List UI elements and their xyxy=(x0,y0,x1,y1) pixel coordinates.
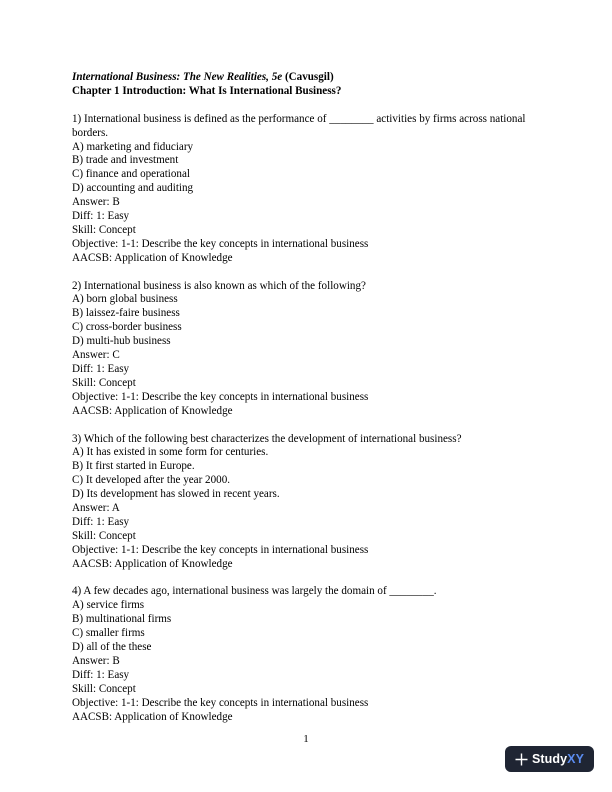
answer-option: A) born global business xyxy=(72,293,178,306)
badge-brand-accent: XY xyxy=(567,752,585,766)
aacsb: AACSB: Application of Knowledge xyxy=(72,710,233,723)
difficulty: Diff: 1: Easy xyxy=(72,515,130,528)
skill: Skill: Concept xyxy=(72,529,136,542)
question-block xyxy=(72,433,542,572)
answer-option: A) service firms xyxy=(72,599,145,612)
book-author: (Cavusgil) xyxy=(282,71,334,83)
question-text: 2) International business is also known as which of the following? xyxy=(72,279,366,292)
question-block xyxy=(72,113,542,266)
book-title-line xyxy=(72,71,542,85)
answer-option: C) It developed after the year 2000. xyxy=(72,474,231,487)
skill: Skill: Concept xyxy=(72,682,136,695)
objective: Objective: 1-1: Describe the key concepts in international business xyxy=(72,543,369,556)
question-block xyxy=(72,585,542,724)
question-block xyxy=(72,280,542,419)
objective: Objective: 1-1: Describe the key concepts in international business xyxy=(72,390,369,403)
question-text: 1) International business is defined as the performance of ________ activities by firms across national borders. xyxy=(72,112,526,139)
answer-key: Answer: A xyxy=(72,502,120,515)
answer-option: B) trade and investment xyxy=(72,154,179,167)
objective: Objective: 1-1: Describe the key concepts in international business xyxy=(72,237,369,250)
answer-key: Answer: B xyxy=(72,196,120,209)
document-body xyxy=(72,71,542,725)
answer-option: C) cross-border business xyxy=(72,321,182,334)
answer-option: A) marketing and fiduciary xyxy=(72,140,194,153)
difficulty: Diff: 1: Easy xyxy=(72,363,130,375)
aacsb: AACSB: Application of Knowledge xyxy=(72,251,233,264)
difficulty: Diff: 1: Easy xyxy=(72,668,130,681)
answer-option: C) smaller firms xyxy=(72,627,145,640)
answer-option: B) It first started in Europe. xyxy=(72,460,195,473)
book-title: International Business: The New Realities, 5e xyxy=(72,71,283,83)
answer-option: D) accounting and auditing xyxy=(72,182,194,195)
studyxy-badge[interactable] xyxy=(505,746,594,772)
chapter-title: Chapter 1 Introduction: What Is International Business? xyxy=(72,84,342,97)
objective: Objective: 1-1: Describe the key concepts in international business xyxy=(72,696,369,709)
answer-option: D) all of the these xyxy=(72,641,152,654)
answer-key: Answer: C xyxy=(72,349,120,362)
answer-key: Answer: B xyxy=(72,655,120,667)
skill: Skill: Concept xyxy=(72,223,136,236)
answer-option: B) laissez-faire business xyxy=(72,307,180,320)
aacsb: AACSB: Application of Knowledge xyxy=(72,404,233,417)
question-text: 4) A few decades ago, international business was largely the domain of ________. xyxy=(72,585,437,598)
plus-icon xyxy=(515,753,528,766)
answer-option: C) finance and operational xyxy=(72,168,190,181)
page-number: 1 xyxy=(303,733,309,745)
difficulty: Diff: 1: Easy xyxy=(72,210,130,223)
badge-brand-main: Study xyxy=(531,752,568,766)
answer-option: B) multinational firms xyxy=(72,613,172,626)
answer-option: D) multi-hub business xyxy=(72,335,171,348)
skill: Skill: Concept xyxy=(72,376,136,389)
answer-option: D) Its development has slowed in recent years. xyxy=(72,488,280,501)
aacsb: AACSB: Application of Knowledge xyxy=(72,557,233,570)
answer-option: A) It has existed in some form for centuries. xyxy=(72,446,269,459)
question-text: 3) Which of the following best characterizes the development of international business? xyxy=(72,432,462,445)
badge-brand xyxy=(532,752,584,766)
